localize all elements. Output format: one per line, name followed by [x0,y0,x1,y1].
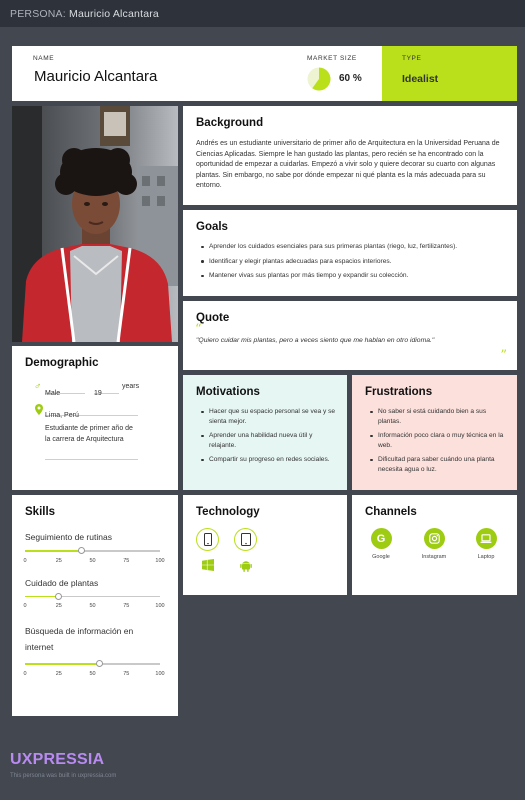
technology-title: Technology [196,506,260,518]
technology-card [183,495,347,595]
channels-title: Channels [365,506,417,518]
skill-tick-label: 0 [23,557,27,564]
motivation-item: Compartir su progreso en redes sociales. [197,455,337,465]
footer-note: This persona was built in uxpressia.com [10,773,117,779]
age-value: 19 [94,390,102,397]
skills-card [12,495,178,716]
skill-ticks [23,603,165,613]
occupation-value: Estudiante de primer año de la carrera de Arquitectura [45,425,133,443]
google-icon: G [371,528,392,549]
skill-name: Seguimiento de rutinas [25,532,112,542]
skill-tick-label: 0 [23,603,27,609]
quote-card [183,301,517,370]
skill-slider-handle[interactable] [55,593,62,600]
skill-tick-label: 75 [123,557,130,564]
male-gender-icon: ♂ [34,381,42,392]
frustrations-list [366,407,506,479]
frustration-item: Dificultad para saber cuándo una planta necesita agua o luz. [366,455,506,474]
channels-card [352,495,517,595]
channel-label: Laptop [477,554,495,560]
frustration-item: No saber si está cuidando bien a sus plantas. [366,407,506,426]
location-field [45,404,138,419]
brand-logo: UXPRESSIA [10,751,105,768]
goal-item: Mantener vivas sus plantas por más tiempo y expandir su colección. [197,271,507,281]
goal-item: Aprender los cuidados esenciales para sus primeras plantas (riego, luz, fertilizantes). [197,242,507,252]
persona-name: Mauricio Alcantara [69,8,159,20]
skill-tick-label: 0 [23,670,27,677]
market-size-pie-icon [307,67,331,91]
type-value: Idealist [402,73,439,85]
age-field [94,382,119,397]
skill-slider-handle[interactable] [96,660,103,667]
frustrations-card [352,375,517,490]
frustration-item: Información poco clara o muy técnica en la web. [366,431,506,450]
skill-tick-label: 25 [55,557,62,564]
channel-instagram [416,528,452,560]
market-size-label: MARKET SIZE [307,55,357,62]
laptop-icon [476,528,497,549]
frustrations-title: Frustrations [365,386,433,398]
top-bar [0,0,525,27]
skills-list [25,532,170,691]
skill-tick-label: 75 [123,603,130,609]
quote-close-mark-icon: ” [500,348,507,363]
age-unit: years [122,383,140,390]
tablet-icon [234,528,257,551]
gender-field [45,382,85,397]
windows-icon [202,559,214,571]
skill-item [25,623,170,681]
goal-item: Identificar y elegir plantas adecuadas para espacios interiores. [197,257,507,267]
quote-text: "Quiero cuidar mis plantas, pero a veces siento que me hablan en otro idioma." [196,337,435,344]
instagram-icon [424,528,445,549]
goals-list [197,242,507,286]
motivation-item: Hacer que su espacio personal se vea y se sienta mejor. [197,407,337,426]
location-value: Lima, Perú [45,412,79,419]
skill-slider-fill [25,596,59,598]
channel-label: Google [372,554,390,560]
motivations-title: Motivations [196,386,260,398]
goals-title: Goals [196,221,228,233]
skill-item [25,532,170,568]
motivations-card [183,375,347,490]
type-label: TYPE [402,55,422,62]
skill-ticks [23,557,165,568]
skill-slider[interactable] [25,663,160,665]
occupation-field [45,423,138,460]
skill-tick-label: 100 [155,603,165,609]
skill-tick-label: 50 [89,557,96,564]
name-label: NAME [33,55,55,62]
channel-label: Instagram [421,554,447,560]
background-text: Andrés es un estudiante universitario de primer año de Arquitectura en la Universidad Peruana de Ciencias Aplicadas. Siempre le han gustado las plantas, pero recién se ha encontrado con la oportunidad de empezar a cuidarlas. Empezó a vivir solo y quiere decorar su cuarto con algunas plantas. Sin embargo, no sabe por dónde empezar ni qué planta es la más adecuada para su entorno. [196,140,500,189]
channel-google [365,528,397,560]
market-size-value: 60 % [339,73,362,84]
persona-photo [12,106,178,342]
skill-item [25,578,170,614]
skill-tick-label: 50 [89,603,96,609]
gender-value: Male [45,390,61,397]
skill-tick-label: 25 [55,603,62,609]
skill-slider-fill [25,550,82,552]
skill-tick-label: 100 [155,670,165,677]
demographic-title: Demographic [25,357,99,369]
android-icon [240,559,252,572]
persona-title: Mauricio Alcantara [34,68,158,85]
channel-laptop [470,528,502,560]
motivations-list [197,407,337,470]
skill-slider-handle[interactable] [78,547,85,554]
skill-name: Búsqueda de información en internet [25,626,134,652]
motivation-item: Aprender una habilidad nueva útil y relajante. [197,431,337,450]
background-card [183,106,517,205]
skill-slider-fill [25,663,99,665]
header-card [12,46,382,101]
goals-card [183,210,517,296]
persona-label: PERSONA: [10,8,66,20]
skill-slider[interactable] [25,596,160,598]
skill-tick-label: 100 [155,557,165,564]
background-title: Background [196,117,264,129]
skill-name: Cuidado de plantas [25,577,99,588]
skill-ticks [23,670,165,681]
quote-open-mark-icon: “ [195,322,202,337]
skill-tick-label: 25 [55,670,62,677]
demographic-card [12,346,178,490]
location-pin-icon [35,404,43,415]
smartphone-icon [196,528,219,551]
type-card [382,46,517,101]
skill-tick-label: 75 [123,670,130,677]
skill-slider[interactable] [25,550,160,552]
quote-title: Quote [196,312,230,324]
skill-tick-label: 50 [89,670,96,677]
skills-title: Skills [25,506,56,518]
